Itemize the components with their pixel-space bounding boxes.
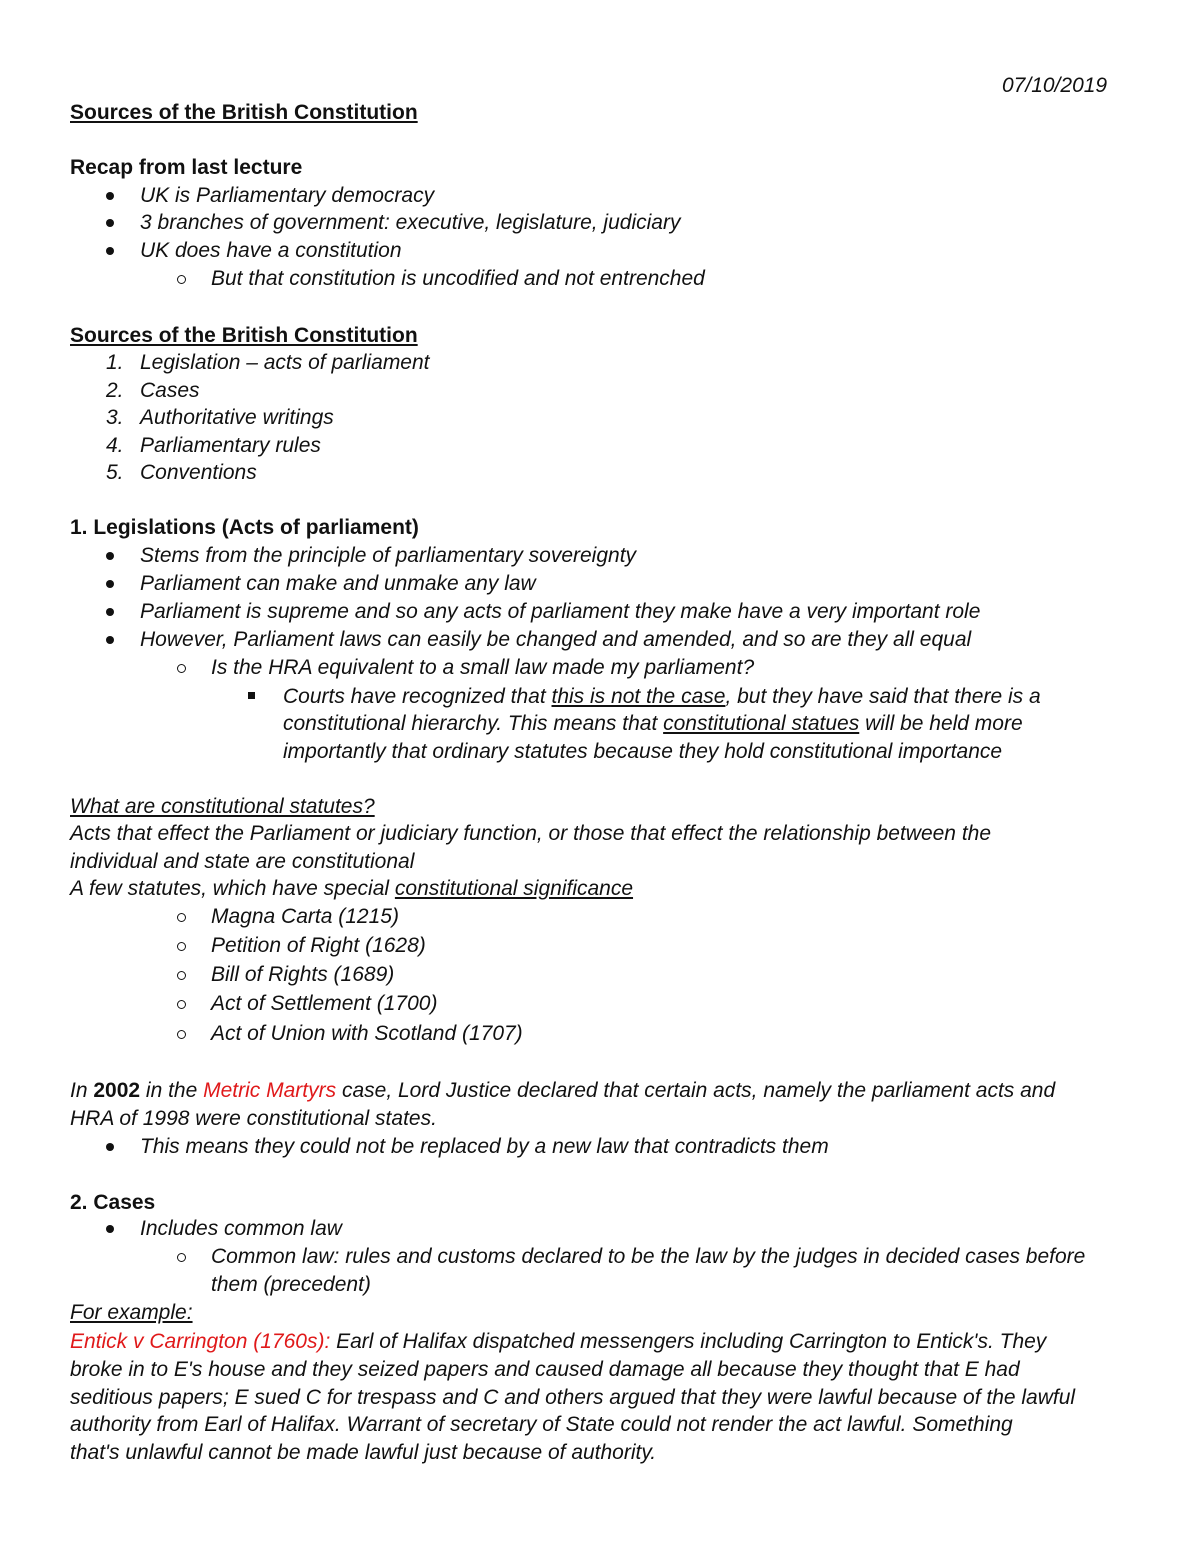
bullet-circle-icon	[177, 942, 186, 951]
bullet-circle-icon	[177, 1000, 186, 1009]
statutes-line-2: individual and state are constitutional	[70, 850, 415, 873]
entick-line-2: broke in to E's house and they seized papers and caused damage all because they thought that E had	[70, 1358, 1020, 1381]
legislation-item: Parliament can make and unmake any law	[140, 572, 536, 595]
hierarchy-line-2	[283, 710, 1023, 737]
bullet-dot-icon	[106, 1225, 114, 1233]
bullet-dot-icon	[106, 636, 114, 644]
year-text: 2002	[93, 1079, 141, 1102]
cases-heading: 2. Cases	[70, 1191, 156, 1214]
statutes-line-1: Acts that effect the Parliament or judiciary function, or those that effect the relationship between the	[70, 822, 992, 845]
bullet-dot-icon	[106, 247, 114, 255]
list-number: 5.	[106, 461, 124, 484]
list-number: 2.	[106, 379, 124, 402]
date: 07/10/2019	[1002, 74, 1108, 97]
list-number: 4.	[106, 434, 124, 457]
sources-heading: Sources of the British Constitution	[70, 324, 418, 347]
sources-item: Authoritative writings	[140, 406, 334, 429]
sources-item: Conventions	[140, 461, 257, 484]
cases-subitem-2: them (precedent)	[211, 1273, 371, 1296]
sources-item: Cases	[140, 379, 200, 402]
text-run: in the	[140, 1079, 204, 1102]
text-run: In	[70, 1079, 94, 1102]
bullet-circle-icon	[177, 1253, 186, 1262]
recap-heading: Recap from last lecture	[70, 156, 303, 179]
metric-line-2: HRA of 1998 were constitutional states.	[70, 1107, 437, 1130]
page-title: Sources of the British Constitution	[70, 101, 418, 124]
bullet-dot-icon	[106, 608, 114, 616]
case-name: Metric Martyrs	[203, 1079, 337, 1102]
bullet-dot-icon	[106, 1143, 114, 1151]
cases-item: Includes common law	[140, 1217, 342, 1240]
bullet-circle-icon	[177, 275, 186, 284]
statute-item: Act of Union with Scotland (1707)	[211, 1022, 523, 1045]
bullet-circle-icon	[177, 664, 186, 673]
text-run: A few statutes, which have special	[70, 877, 395, 900]
statute-item: Magna Carta (1215)	[211, 905, 399, 928]
bullet-dot-icon	[106, 552, 114, 560]
example-label: For example:	[70, 1301, 193, 1324]
bullet-dot-icon	[106, 219, 114, 227]
list-number: 1.	[106, 351, 124, 374]
sources-item: Legislation – acts of parliament	[140, 351, 430, 374]
legislation-heading: 1. Legislations (Acts of parliament)	[70, 516, 419, 539]
text-run: will be held more	[859, 712, 1023, 735]
case-name: Entick v Carrington (1760s):	[70, 1330, 331, 1353]
recap-item: UK is Parliamentary democracy	[140, 184, 435, 207]
entick-line-1	[70, 1328, 1046, 1355]
sources-item: Parliamentary rules	[140, 434, 321, 457]
cases-subitem-1: Common law: rules and customs declared to be the law by the judges in decided cases before	[211, 1245, 1086, 1268]
entick-line-4: authority from Earl of Halifax. Warrant of secretary of State could not render the act lawful. Something	[70, 1413, 1013, 1436]
bullet-dot-icon	[106, 580, 114, 588]
text-run: Courts have recognized that	[283, 685, 552, 708]
underlined-text: constitutional significance	[394, 877, 634, 900]
statutes-question: What are constitutional statutes?	[70, 795, 375, 818]
statute-item: Act of Settlement (1700)	[211, 992, 438, 1015]
metric-line-1	[70, 1077, 1055, 1104]
statute-item: Petition of Right (1628)	[211, 934, 426, 957]
bullet-dot-icon	[106, 192, 114, 200]
legislation-subitem: Is the HRA equivalent to a small law made my parliament?	[211, 656, 755, 679]
entick-line-3: seditious papers; E sued C for trespass and C and others argued that they were lawful because of the lawful	[70, 1386, 1076, 1409]
recap-item: UK does have a constitution	[140, 239, 402, 262]
recap-subitem: But that constitution is uncodified and not entrenched	[211, 267, 705, 290]
legislation-item: However, Parliament laws can easily be changed and amended, and so are they all equal	[140, 628, 972, 651]
text-run: constitutional hierarchy. This means that	[283, 712, 664, 735]
statute-item: Bill of Rights (1689)	[211, 963, 395, 986]
entick-line-5: that's unlawful cannot be made lawful just because of authority.	[70, 1441, 657, 1464]
list-number: 3.	[106, 406, 124, 429]
hierarchy-line-3: importantly that ordinary statutes because they hold constitutional importance	[283, 740, 1003, 763]
legislation-item: Parliament is supreme and so any acts of parliament they make have a very important role	[140, 600, 981, 623]
bullet-circle-icon	[177, 971, 186, 980]
hierarchy-line-1	[283, 683, 1041, 710]
bullet-circle-icon	[177, 913, 186, 922]
underlined-text: this is not the case	[551, 685, 726, 708]
text-run: , but they have said that there is a	[725, 685, 1041, 708]
underlined-text: constitutional statues	[663, 712, 860, 735]
text-run: Earl of Halifax dispatched messengers including Carrington to Entick's. They	[330, 1330, 1047, 1353]
bullet-square-icon	[248, 692, 255, 699]
metric-bullet: This means they could not be replaced by a new law that contradicts them	[140, 1135, 829, 1158]
text-run: case, Lord Justice declared that certain acts, namely the parliament acts and	[336, 1079, 1056, 1102]
statutes-line-3	[70, 875, 633, 902]
recap-item: 3 branches of government: executive, legislature, judiciary	[140, 211, 681, 234]
legislation-item: Stems from the principle of parliamentary sovereignty	[140, 544, 637, 567]
bullet-circle-icon	[177, 1030, 186, 1039]
